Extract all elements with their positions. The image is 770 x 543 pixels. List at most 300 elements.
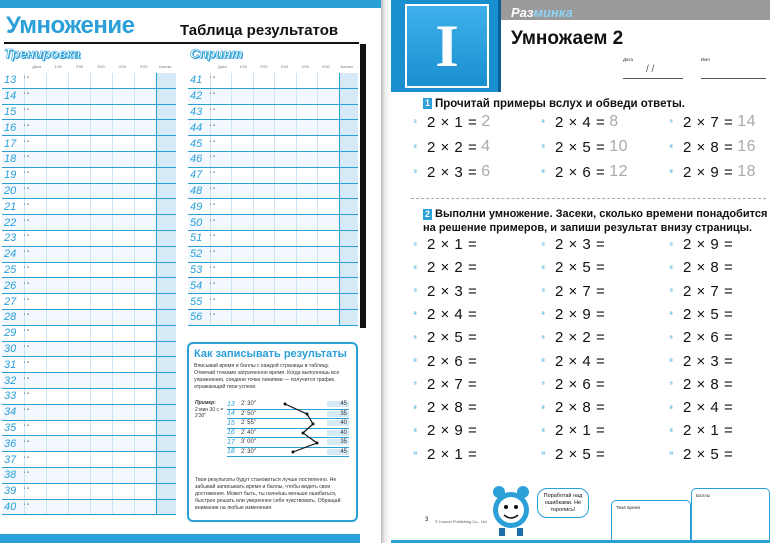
row-time-marks: ' " [24, 108, 29, 115]
row-time-marks: ' " [210, 124, 215, 131]
date-line [623, 78, 683, 79]
problem-expression: 2 × 3 = [427, 163, 478, 181]
question-1-text: Прочитай примеры вслух и обведи ответы. [435, 98, 685, 110]
training-header [26, 64, 176, 72]
column-header: Баллы [159, 64, 172, 69]
problem-expression: 2 × 7 = [683, 282, 734, 300]
row-time-marks: ' " [24, 314, 29, 321]
row-time-marks: ' " [24, 361, 29, 368]
example-graph-point [306, 413, 309, 416]
name-label: Имя [701, 57, 710, 62]
problem-expression: 2 × 2 = [427, 138, 478, 156]
example-row-number: 18 [227, 448, 235, 456]
row-number: 18 [4, 153, 17, 166]
table-row [188, 89, 358, 105]
row-time-marks: ' " [24, 409, 29, 416]
row-number: 31 [4, 358, 17, 371]
row-time-marks: ' " [210, 235, 215, 242]
sprint-header [212, 64, 357, 72]
table-row [2, 389, 176, 405]
example-graph-point [292, 451, 295, 454]
table-row [2, 468, 176, 484]
column-header: 3'00 [97, 64, 105, 69]
problem-answer: 10 [609, 138, 629, 155]
problem-expression: 2 × 9 = [683, 163, 734, 181]
row-number: 38 [4, 469, 17, 482]
problem-expression: 2 × 4 = [555, 352, 606, 370]
example-row-time: 2' 30" [241, 448, 256, 455]
table-row [188, 184, 358, 200]
problem-expression: 2 × 2 = [427, 259, 478, 277]
q1-problem [413, 113, 491, 131]
problem-expression: 2 × 4 = [683, 399, 734, 417]
problem-number: ③ [541, 288, 546, 295]
row-time-marks: ' " [24, 156, 29, 163]
question-2-text: Выполни умножение. Засеки, сколько времени понадобится на решение примеров, и запиши результат внизу страницы. [423, 208, 768, 234]
table-row [188, 168, 358, 184]
table-row [188, 310, 358, 326]
problem-number: ① [669, 241, 674, 248]
problem-expression: 2 × 1 = [427, 113, 478, 131]
table-row [2, 89, 176, 105]
bottom-color-bar [0, 534, 360, 543]
score-box [691, 488, 770, 543]
column-header: 2'00 [75, 64, 84, 69]
row-number: 37 [4, 453, 17, 466]
problem-number: ⑦ [413, 381, 418, 388]
row-number: 56 [190, 311, 203, 324]
example-row-number: 15 [227, 419, 235, 427]
q2-problem [541, 306, 605, 323]
problem-number: ⑤ [413, 334, 418, 341]
unit-numeral: I [435, 12, 459, 79]
row-number: 30 [4, 342, 17, 355]
problem-number: ⑥ [669, 358, 674, 364]
date-label: Дата [623, 57, 633, 62]
problem-number: ⑥ [413, 358, 418, 364]
row-time-marks: ' " [210, 203, 215, 210]
example-row-time: 2' 40" [241, 429, 256, 436]
problem-number: ⑥ [541, 358, 546, 364]
problem-expression: 2 × 4 = [427, 305, 478, 323]
example-row-score: 45 [327, 449, 349, 455]
row-number: 27 [4, 295, 17, 308]
top-color-bar [0, 0, 381, 8]
problem-number: ④ [669, 311, 674, 318]
row-number: 53 [190, 263, 203, 276]
table-row [2, 294, 176, 310]
how-to-record-box [187, 342, 358, 522]
q2-problem [413, 353, 477, 370]
row-number: 16 [4, 121, 17, 134]
book-gutter [381, 0, 391, 543]
column-header: Дата [32, 64, 42, 69]
row-number: 28 [4, 311, 17, 324]
problem-answer: 8 [609, 113, 619, 130]
row-number: 14 [4, 90, 17, 103]
problem-answer: 4 [481, 138, 491, 155]
table-row [2, 326, 176, 342]
table-row [2, 105, 176, 121]
sprint-label: Спринт [190, 46, 243, 61]
row-time-marks: ' " [24, 172, 29, 179]
example-row-score: 40 [327, 420, 349, 426]
row-time-marks: ' " [210, 219, 215, 226]
problem-number: ⑧ [541, 404, 546, 411]
row-number: 19 [4, 169, 17, 182]
section-divider [411, 198, 766, 199]
problem-number: ⑧ [669, 404, 674, 411]
row-time-marks: ' " [24, 330, 29, 337]
unit-badge [391, 0, 501, 92]
q2-problem [541, 446, 605, 463]
row-time-marks: ' " [24, 219, 29, 226]
problem-expression: 2 × 8 = [683, 259, 734, 277]
q2-problem [541, 236, 605, 253]
row-time-marks: ' " [24, 266, 29, 273]
row-time-marks: ' " [24, 124, 29, 131]
row-time-marks: ' " [210, 187, 215, 194]
column-header: Баллы [340, 64, 353, 69]
problem-number: ① [541, 241, 546, 248]
row-number: 26 [4, 279, 17, 292]
problem-expression: 2 × 8 = [427, 399, 478, 417]
name-line [701, 78, 766, 79]
problem-number: ① [413, 119, 418, 125]
row-time-marks: ' " [24, 393, 29, 400]
example-label: Пример: [195, 400, 216, 406]
problem-number: ⑦ [669, 381, 674, 388]
problem-expression: 2 × 5 = [683, 305, 734, 323]
example-row-number: 14 [227, 410, 235, 418]
date-slashes: / / [646, 64, 655, 75]
problem-expression: 2 × 3 = [427, 282, 478, 300]
table-row [188, 215, 358, 231]
problem-expression: 2 × 7 = [555, 282, 606, 300]
example-graph-line [277, 400, 323, 457]
table-row [2, 421, 176, 437]
row-number: 47 [190, 169, 203, 182]
column-header: 4'00 [301, 64, 309, 69]
problem-expression: 2 × 7 = [683, 113, 734, 131]
q2-problem [541, 329, 605, 346]
column-header: 5'00 [322, 64, 330, 69]
row-time-marks: ' " [24, 472, 29, 479]
problem-number: ④ [541, 119, 546, 125]
row-time-marks: ' " [24, 140, 29, 147]
example-row-time: 2' 55" [241, 420, 256, 427]
problem-expression: 2 × 8 = [683, 138, 734, 156]
problem-number: ⑦ [541, 381, 546, 388]
problem-number: ⑨ [669, 427, 674, 434]
example-graph-point [312, 423, 315, 426]
example-row-time: 2' 30" [241, 401, 256, 408]
example-row-score: 40 [327, 430, 349, 436]
row-time-marks: ' " [210, 93, 215, 100]
page-title: Умножение [6, 12, 135, 39]
row-time-marks: ' " [210, 282, 215, 289]
copyright-footer: © Kumon Publishing Co., Ltd. [435, 519, 488, 524]
example-row-score: 35 [327, 411, 349, 417]
table-row [2, 436, 176, 452]
table-row [2, 168, 176, 184]
q1-problem [541, 138, 628, 156]
row-number: 25 [4, 263, 17, 276]
score-label: Баллы [696, 493, 710, 498]
table-row [188, 278, 358, 294]
row-number: 15 [4, 105, 17, 118]
q2-problem [413, 446, 477, 463]
problem-answer: 12 [609, 163, 629, 180]
sprint-table [188, 73, 358, 326]
problem-number: ⑤ [541, 144, 546, 150]
problem-expression: 2 × 8 = [555, 399, 606, 417]
example-row-score: 45 [327, 401, 349, 407]
row-number: 24 [4, 248, 17, 261]
table-row [188, 294, 358, 310]
row-time-marks: ' " [210, 77, 215, 84]
q2-problem [669, 376, 733, 393]
row-time-marks: ' " [24, 235, 29, 242]
table-row [2, 152, 176, 168]
row-time-marks: ' " [24, 298, 29, 305]
problem-number: ④ [413, 311, 418, 318]
problem-number: ⑤ [669, 334, 674, 341]
right-page [391, 0, 770, 543]
row-time-marks: ' " [24, 251, 29, 258]
row-time-marks: ' " [24, 424, 29, 431]
q2-problem [669, 353, 733, 370]
worksheet-title: Умножаем 2 [511, 28, 624, 49]
table-row [188, 152, 358, 168]
section-label: Разминка [511, 5, 573, 20]
problem-expression: 2 × 9 = [555, 305, 606, 323]
problem-answer: 6 [481, 163, 491, 180]
column-header: 4'00 [118, 64, 127, 69]
problem-number: ⑨ [413, 427, 418, 434]
q2-problem [669, 446, 733, 463]
column-header: 3'00 [280, 64, 289, 69]
row-time-marks: ' " [210, 156, 215, 163]
q1-problem [669, 138, 756, 156]
row-number: 41 [190, 74, 203, 87]
row-time-marks: ' " [210, 266, 215, 273]
example-note [195, 400, 225, 420]
q2-problem [669, 236, 733, 253]
hint-bubble: Поработай над ошибками. Не торопись! [537, 488, 589, 518]
q2-problem [413, 259, 477, 276]
problem-expression: 2 × 9 = [427, 422, 478, 440]
problem-number: ② [541, 264, 546, 271]
example-row-time: 2' 50" [241, 410, 256, 417]
column-header: 1'00 [239, 64, 247, 69]
problem-number: ⑧ [413, 404, 418, 411]
table-row [2, 278, 176, 294]
row-number: 55 [190, 295, 203, 308]
table-row [2, 120, 176, 136]
problem-number: ③ [669, 288, 674, 295]
title-underline [4, 42, 359, 44]
column-header: Дата [217, 64, 227, 69]
example-row-number: 17 [227, 438, 235, 446]
row-number: 22 [4, 216, 17, 229]
q2-problem [413, 399, 477, 416]
row-time-marks: ' " [24, 203, 29, 210]
q1-problem [541, 163, 628, 181]
q1-problem [669, 163, 756, 181]
table-row [2, 373, 176, 389]
problem-expression: 2 × 6 = [555, 163, 606, 181]
row-number: 54 [190, 279, 203, 292]
problem-expression: 2 × 5 = [555, 259, 606, 277]
problem-expression: 2 × 8 = [683, 375, 734, 393]
q2-problem [669, 399, 733, 416]
example-table [227, 400, 349, 457]
q1-problem [669, 113, 756, 131]
table-row [2, 342, 176, 358]
row-number: 51 [190, 232, 203, 245]
page-number: 3 [425, 517, 429, 523]
problem-number: ① [413, 241, 418, 248]
problem-expression: 2 × 5 = [555, 445, 606, 463]
question-1: 1 Прочитай примеры вслух и обведи ответы. [424, 98, 685, 110]
problem-number: ⑨ [669, 169, 674, 175]
row-number: 52 [190, 248, 203, 261]
row-number: 33 [4, 390, 17, 403]
example-row-score: 35 [327, 439, 349, 445]
column-header: 1'00 [54, 64, 62, 69]
problem-number: ③ [413, 288, 418, 295]
q2-problem [541, 376, 605, 393]
row-number: 43 [190, 105, 203, 118]
table-row [188, 105, 358, 121]
side-band [360, 44, 366, 328]
problem-number: ⑤ [541, 334, 546, 341]
example-graph-point [302, 432, 305, 435]
problem-number: ⑩ [413, 451, 418, 458]
row-time-marks: ' " [210, 172, 215, 179]
q2-problem [413, 329, 477, 346]
row-time-marks: ' " [210, 108, 215, 115]
table-row [188, 247, 358, 263]
row-time-marks: ' " [24, 282, 29, 289]
problem-expression: 2 × 4 = [555, 113, 606, 131]
table-row [2, 73, 176, 89]
example-graph-point [284, 403, 287, 406]
problem-expression: 2 × 6 = [683, 329, 734, 347]
row-time-marks: ' " [210, 314, 215, 321]
q1-problem [413, 138, 491, 156]
q2-problem [413, 283, 477, 300]
example-row-number: 16 [227, 429, 235, 437]
row-time-marks: ' " [210, 298, 215, 305]
row-number: 44 [190, 121, 203, 134]
training-label: Тренировка [4, 46, 81, 61]
training-table [2, 73, 176, 515]
example-graph-point [316, 442, 319, 445]
row-number: 50 [190, 216, 203, 229]
row-number: 46 [190, 153, 203, 166]
table-row [2, 405, 176, 421]
q2-problem [669, 329, 733, 346]
row-time-marks: ' " [24, 456, 29, 463]
example-row-number: 13 [227, 400, 235, 408]
table-row [2, 215, 176, 231]
question-2: 2 Выполни умножение. Засеки, сколько времени понадобится на решение примеров, и запиши результат внизу страницы. [423, 208, 768, 234]
row-time-marks: ' " [210, 251, 215, 258]
time-box [611, 500, 691, 543]
q2-problem [669, 422, 733, 439]
problem-expression: 2 × 6 = [555, 375, 606, 393]
how-box-text: Впиcывай время и баллы с каждой страницы в таблицу. Отмечай точками затраченное время. Когда выполнишь все упражнения, соедини точки линиями — получится график, отражающий твои успехи. [194, 363, 340, 391]
row-number: 42 [190, 90, 203, 103]
row-time-marks: ' " [24, 93, 29, 100]
problem-number: ② [413, 144, 418, 150]
table-row [2, 263, 176, 279]
problem-expression: 2 × 1 = [427, 445, 478, 463]
row-time-marks: ' " [24, 77, 29, 84]
row-number: 35 [4, 421, 17, 434]
table-row [2, 452, 176, 468]
problem-number: ⑩ [541, 451, 546, 458]
row-time-marks: ' " [24, 440, 29, 447]
problem-answer: 16 [737, 138, 757, 155]
row-time-marks: ' " [24, 187, 29, 194]
problem-number: ⑧ [669, 144, 674, 150]
table-row [188, 120, 358, 136]
problem-number: ③ [413, 169, 418, 175]
q2-problem [541, 259, 605, 276]
time-label: Твоё время [616, 505, 641, 510]
problem-expression: 2 × 9 = [683, 236, 734, 253]
problem-answer: 18 [737, 163, 757, 180]
q2-problem [541, 399, 605, 416]
problem-number: ⑥ [541, 169, 546, 175]
q2-problem [413, 236, 477, 253]
problem-expression: 2 × 2 = [555, 329, 606, 347]
q2-problem [541, 422, 605, 439]
table-row [2, 199, 176, 215]
problem-number: ⑨ [541, 427, 546, 434]
table-row [188, 231, 358, 247]
example-row-time: 3' 00" [241, 439, 256, 446]
table-row [2, 247, 176, 263]
q2-problem [669, 306, 733, 323]
row-number: 20 [4, 184, 17, 197]
table-row [2, 484, 176, 500]
problem-expression: 2 × 7 = [427, 375, 478, 393]
row-number: 49 [190, 200, 203, 213]
problem-expression: 2 × 3 = [555, 236, 606, 253]
q2-problem [669, 283, 733, 300]
problem-expression: 2 × 3 = [683, 352, 734, 370]
row-time-marks: ' " [24, 503, 29, 510]
row-time-marks: ' " [24, 345, 29, 352]
row-number: 36 [4, 437, 17, 450]
row-number: 17 [4, 137, 17, 150]
q1-problem [413, 163, 491, 181]
problem-answer: 2 [481, 113, 491, 130]
problem-expression: 2 × 5 = [427, 329, 478, 347]
q2-problem [541, 283, 605, 300]
table-row [2, 184, 176, 200]
page-subtitle: Таблица результатов [180, 22, 339, 39]
problem-answer: 14 [737, 113, 757, 130]
row-number: 13 [4, 74, 17, 87]
problem-expression: 2 × 1 = [555, 422, 606, 440]
table-row [2, 310, 176, 326]
q2-problem [413, 306, 477, 323]
